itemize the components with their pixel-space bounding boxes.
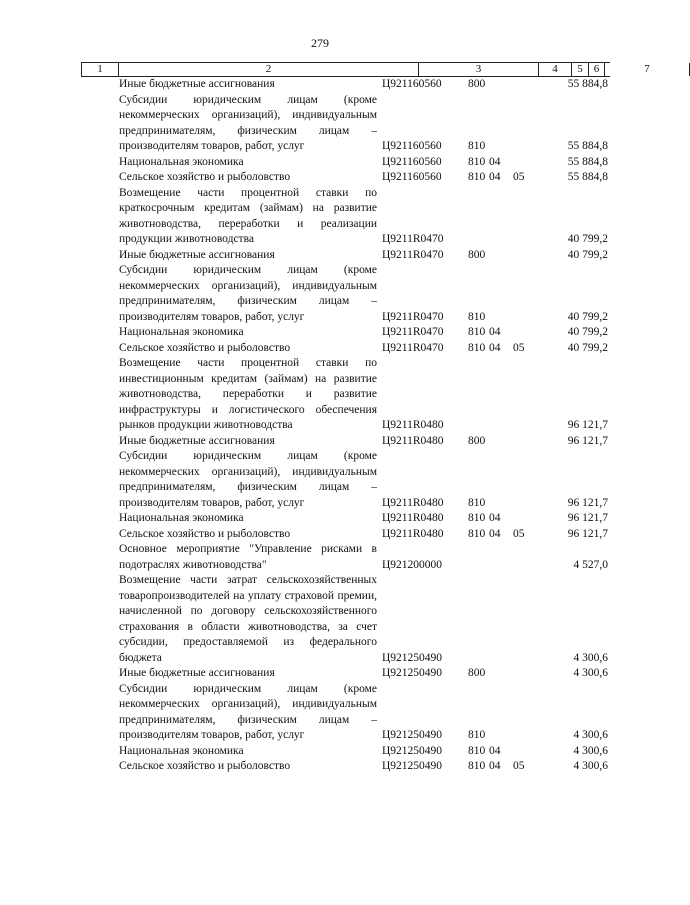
row-code: Ц9211R0480 — [382, 512, 444, 524]
header-col-1: 1 — [81, 63, 118, 76]
row-col-4: 810 — [468, 729, 486, 741]
row-code: Ц921250490 — [382, 651, 443, 664]
table-row — [0, 170, 640, 186]
row-code: Ц9211R0470 — [382, 233, 444, 245]
row-col-5: 04 — [489, 326, 501, 338]
table-row — [0, 77, 640, 93]
row-description: Иные бюджетные ассигнования — [119, 434, 275, 447]
table-row — [0, 93, 640, 155]
table-row — [0, 341, 640, 357]
table-row — [0, 434, 640, 450]
table-row — [0, 759, 640, 775]
row-col-5: 04 — [489, 341, 501, 354]
row-amount: 4 300,6 — [573, 667, 608, 679]
table-row — [0, 511, 640, 527]
header-col-2: 2 — [118, 63, 418, 76]
row-col-4: 810 — [468, 171, 486, 183]
table-header — [81, 62, 650, 77]
row-col-4: 800 — [468, 78, 486, 90]
row-description: Субсидии юридическим лицам (кроме некоммерческих организаций), индивидуальным предпринимателям, физическим лицам – производителям товаров, работ, услуг — [119, 93, 377, 152]
row-col-5: 04 — [489, 155, 501, 168]
row-code: Ц9211R0480 — [382, 434, 444, 447]
row-description: Возмещение части процентной ставки по краткосрочным кредитам (займам) на развитие животноводства, переработки и реализации продукции животноводства — [119, 186, 377, 245]
table-row — [0, 573, 640, 666]
row-col-4: 810 — [468, 496, 486, 509]
row-col-4: 810 — [468, 341, 486, 354]
row-description: Иные бюджетные ассигнования — [119, 248, 275, 261]
row-description: Возмещение части затрат сельскохозяйственных товаропроизводителей на уплату страховой премии, начисленной по договору сельскохозяйственного страхования в области животноводства, за счет субсидии, предоставляемой из федерального бюджета — [119, 574, 377, 664]
table-row — [0, 542, 640, 573]
row-col-4: 810 — [468, 326, 486, 338]
row-amount: 40 799,2 — [567, 326, 608, 338]
row-description: Возмещение части процентной ставки по инвестиционным кредитам (займам) на развитие животноводства, переработки и развитие инфраструктуры и логистического обеспечения рынков продукции животноводства — [119, 357, 377, 431]
row-col-5: 04 — [489, 760, 501, 772]
row-amount: 4 300,6 — [573, 651, 608, 664]
header-col-4: 4 — [538, 63, 571, 76]
row-description: Национальная экономика — [119, 512, 244, 524]
row-amount: 40 799,2 — [567, 233, 608, 245]
row-code: Ц921160560 — [382, 155, 442, 168]
row-amount: 55 884,8 — [567, 155, 608, 168]
row-code: Ц921250490 — [382, 729, 443, 741]
header-col-5: 5 — [571, 63, 588, 76]
row-description: Субсидии юридическим лицам (кроме некоммерческих организаций), индивидуальным предпринимателям, физическим лицам – производителям товаров, работ, услуг — [119, 264, 377, 323]
row-description: Субсидии юридическим лицам (кроме некоммерческих организаций), индивидуальным предпринимателям, физическим лицам – производителям товаров, работ, услуг — [119, 682, 377, 741]
row-code: Ц9211R0470 — [382, 310, 444, 323]
row-col-6: 05 — [513, 171, 525, 183]
row-amount: 96 121,7 — [567, 496, 608, 509]
row-amount: 96 121,7 — [567, 419, 608, 431]
table-row — [0, 682, 640, 744]
table-row — [0, 248, 640, 264]
row-code: Ц921160560 — [382, 140, 442, 152]
row-description: Сельское хозяйство и рыболовство — [119, 341, 291, 354]
row-amount: 55 884,8 — [567, 171, 608, 183]
row-description: Субсидии юридическим лицам (кроме некоммерческих организаций), индивидуальным предпринимателям, физическим лицам – производителям товаров, работ, услуг — [119, 450, 377, 509]
row-col-5: 04 — [489, 744, 501, 757]
table-row — [0, 527, 640, 543]
row-description: Сельское хозяйство и рыболовство — [119, 527, 291, 540]
table-row — [0, 325, 640, 341]
header-col-7: 7 — [604, 63, 690, 76]
row-description: Иные бюджетные ассигнования — [119, 78, 275, 90]
table-row — [0, 356, 640, 434]
row-amount: 4 300,6 — [573, 744, 608, 757]
row-col-4: 810 — [468, 760, 486, 772]
row-col-4: 810 — [468, 744, 486, 757]
page-number: 279 — [311, 36, 329, 50]
row-code: Ц921160560 — [382, 171, 442, 183]
row-code: Ц9211R0480 — [382, 527, 444, 540]
table-row — [0, 744, 640, 760]
row-amount: 4 300,6 — [573, 760, 608, 772]
row-code: Ц9211R0480 — [382, 496, 444, 509]
row-code: Ц9211R0470 — [382, 248, 444, 261]
row-col-5: 04 — [489, 171, 501, 183]
row-amount: 40 799,2 — [567, 310, 608, 323]
table-body — [0, 77, 640, 775]
row-description: Сельское хозяйство и рыболовство — [119, 760, 291, 772]
row-col-6: 05 — [513, 760, 525, 772]
table-row — [0, 263, 640, 325]
table-row — [0, 666, 640, 682]
row-description: Иные бюджетные ассигнования — [119, 667, 275, 679]
row-description: Национальная экономика — [119, 155, 244, 168]
row-col-4: 810 — [468, 512, 486, 524]
row-col-5: 04 — [489, 512, 501, 524]
row-col-6: 05 — [513, 341, 525, 354]
row-amount: 4 527,0 — [573, 558, 608, 571]
row-code: Ц921200000 — [382, 558, 443, 571]
row-col-4: 800 — [468, 434, 486, 447]
row-code: Ц921160560 — [382, 78, 442, 90]
header-col-3: 3 — [418, 63, 538, 76]
table-row — [0, 186, 640, 248]
row-code: Ц921250490 — [382, 667, 443, 679]
table-row — [0, 449, 640, 511]
row-col-4: 810 — [468, 310, 486, 323]
row-col-4: 810 — [468, 140, 486, 152]
row-description: Основное мероприятие "Управление рисками в подотраслях животноводства" — [119, 543, 377, 571]
row-description: Национальная экономика — [119, 326, 244, 338]
table-row — [0, 155, 640, 171]
row-col-4: 810 — [468, 155, 486, 168]
row-code: Ц9211R0480 — [382, 419, 444, 431]
row-col-4: 810 — [468, 527, 486, 540]
row-description: Сельское хозяйство и рыболовство — [119, 171, 291, 183]
row-code: Ц921250490 — [382, 744, 443, 757]
row-col-4: 800 — [468, 248, 486, 261]
row-amount: 96 121,7 — [567, 527, 608, 540]
row-amount: 55 884,8 — [567, 140, 608, 152]
row-amount: 40 799,2 — [567, 341, 608, 354]
row-description: Национальная экономика — [119, 744, 244, 757]
row-amount: 96 121,7 — [567, 434, 608, 447]
row-amount: 96 121,7 — [567, 512, 608, 524]
header-col-6: 6 — [588, 63, 604, 76]
row-amount: 40 799,2 — [567, 248, 608, 261]
row-amount: 4 300,6 — [573, 729, 608, 741]
row-col-4: 800 — [468, 667, 486, 679]
row-code: Ц9211R0470 — [382, 326, 444, 338]
row-col-6: 05 — [513, 527, 525, 540]
row-code: Ц9211R0470 — [382, 341, 444, 354]
row-col-5: 04 — [489, 527, 501, 540]
row-code: Ц921250490 — [382, 760, 443, 772]
row-amount: 55 884,8 — [567, 78, 608, 90]
